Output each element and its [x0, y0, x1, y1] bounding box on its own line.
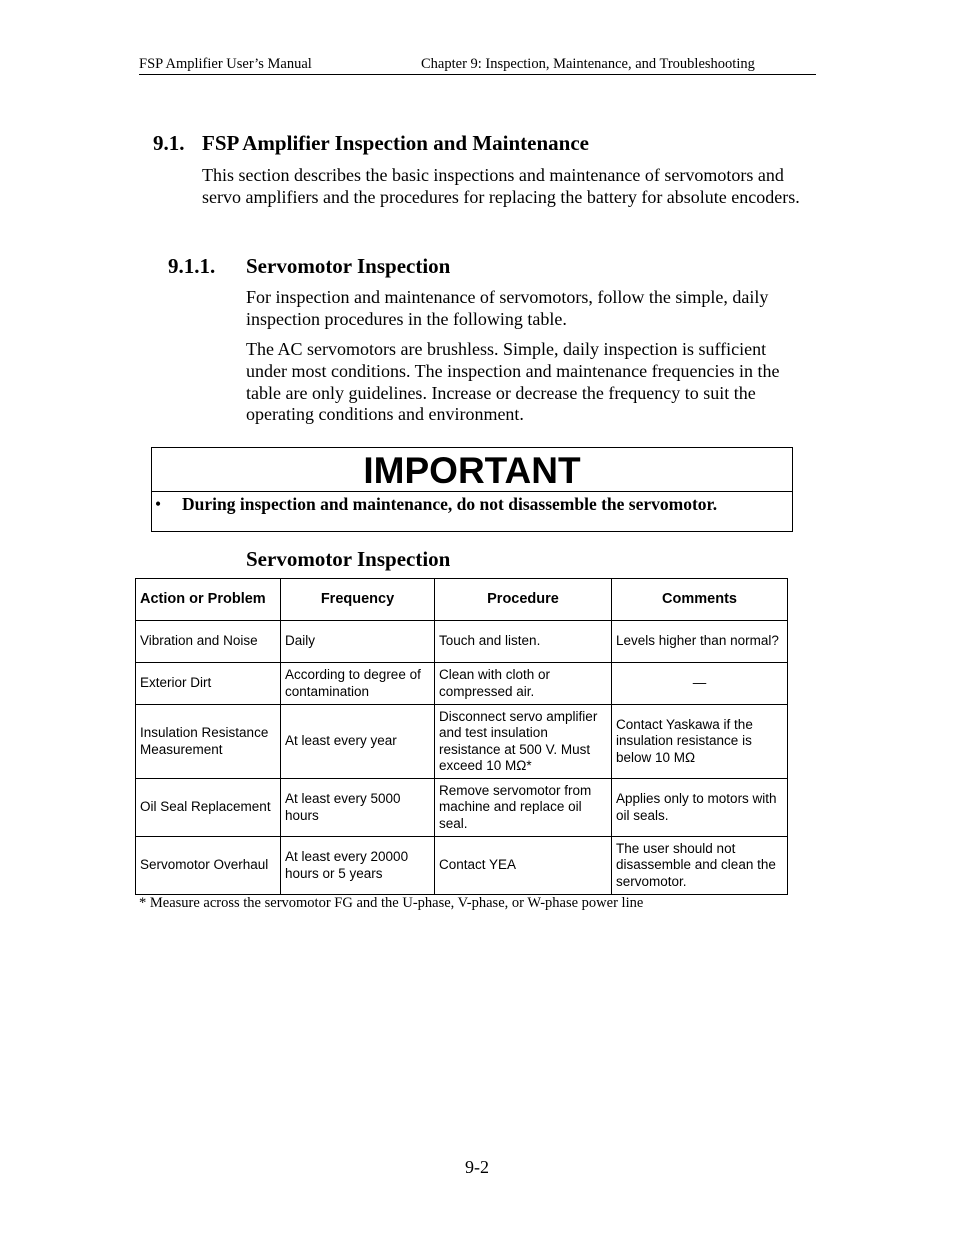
bullet-icon: •	[155, 494, 162, 514]
table-cell: Clean with cloth or compressed air.	[435, 663, 612, 705]
table-cell: Vibration and Noise	[136, 621, 281, 663]
table-cell: Disconnect servo amplifier and test insulation resistance at 500 V. Must exceed 10 MΩ*	[435, 705, 612, 779]
subsection-paragraph-1: For inspection and maintenance of servomotors, follow the simple, daily inspection procedures in the following table.	[246, 287, 769, 329]
table-cell: Levels higher than normal?	[612, 621, 788, 663]
important-notice-box	[151, 447, 793, 532]
table-cell: At least every year	[281, 705, 435, 779]
column-header: Comments	[612, 579, 788, 621]
table-cell: Exterior Dirt	[136, 663, 281, 705]
table-cell: Applies only to motors with oil seals.	[612, 779, 788, 837]
table-caption: Servomotor Inspection	[246, 547, 451, 571]
section-number: 9.1.	[153, 131, 185, 155]
column-header: Procedure	[435, 579, 612, 621]
table-row	[136, 779, 788, 837]
inspection-table	[135, 578, 788, 895]
table-cell: Servomotor Overhaul	[136, 837, 281, 895]
header-chapter-title: Chapter 9: Inspection, Maintenance, and Troubleshooting	[421, 56, 755, 72]
page-number: 9-2	[465, 1157, 489, 1177]
table-cell: —	[612, 663, 788, 705]
table-cell: At least every 20000 hours or 5 years	[281, 837, 435, 895]
table-cell: Remove servomotor from machine and replace oil seal.	[435, 779, 612, 837]
section-body: This section describes the basic inspections and maintenance of servomotors and servo amplifiers and the procedures for replacing the battery for absolute encoders.	[202, 165, 800, 207]
table-footnote: * Measure across the servomotor FG and the U-phase, V-phase, or W-phase power line	[139, 895, 644, 911]
table-row	[136, 705, 788, 779]
subsection-title: Servomotor Inspection	[246, 254, 451, 278]
table-row	[136, 621, 788, 663]
subsection-heading	[168, 254, 450, 279]
important-text: During inspection and maintenance, do not disassemble the servomotor.	[182, 494, 718, 514]
subsection-paragraph-2: The AC servomotors are brushless. Simple, daily inspection is sufficient under most conditions. The inspection and maintenance frequencies in the table are only guidelines. Increase or decrease the frequency to suit the operating conditions and environment.	[246, 339, 780, 425]
table-cell: The user should not disassemble and clean the servomotor.	[612, 837, 788, 895]
table-cell: Insulation Resistance Measurement	[136, 705, 281, 779]
important-item	[152, 494, 792, 514]
header-manual-title: FSP Amplifier User’s Manual	[139, 56, 312, 72]
table-header-row	[136, 579, 788, 621]
column-header: Frequency	[281, 579, 435, 621]
table-cell: Contact YEA	[435, 837, 612, 895]
section-title: FSP Amplifier Inspection and Maintenance	[202, 131, 589, 155]
table-cell: At least every 5000 hours	[281, 779, 435, 837]
table-cell: Contact Yaskawa if the insulation resistance is below 10 MΩ	[612, 705, 788, 779]
table-row	[136, 837, 788, 895]
important-title: IMPORTANT	[152, 448, 792, 492]
page-header	[139, 56, 816, 75]
subsection-number: 9.1.1.	[168, 254, 216, 278]
section-heading	[153, 131, 589, 156]
table-row	[136, 663, 788, 705]
table-cell: Daily	[281, 621, 435, 663]
table-cell: Touch and listen.	[435, 621, 612, 663]
column-header: Action or Problem	[136, 579, 281, 621]
table-cell: According to degree of contamination	[281, 663, 435, 705]
table-cell: Oil Seal Replacement	[136, 779, 281, 837]
